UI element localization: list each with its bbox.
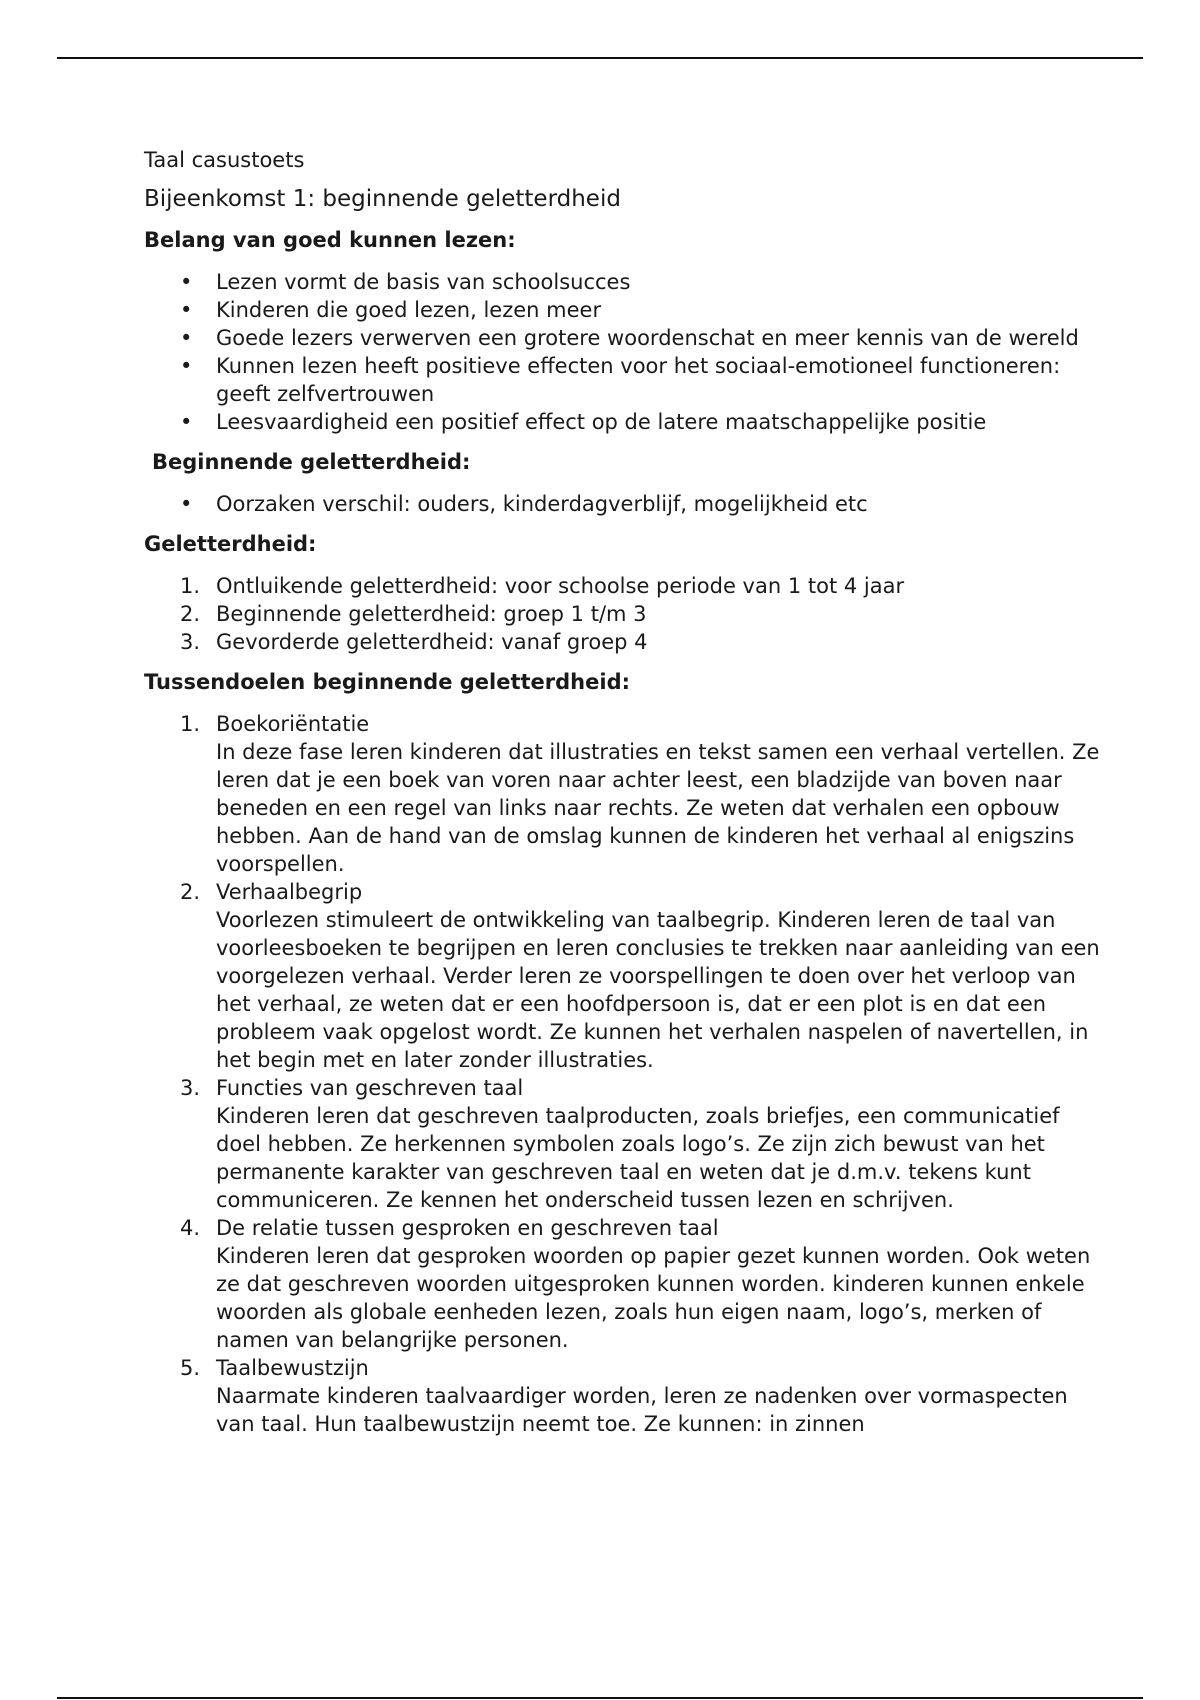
list-number: 1. xyxy=(180,712,201,736)
page-content xyxy=(144,146,1104,1438)
list-number: 1. xyxy=(180,574,201,598)
list-number: 5. xyxy=(180,1356,201,1380)
footer-rule xyxy=(57,1697,1143,1699)
list-item-title: De relatie tussen gesproken en geschreven taal xyxy=(216,1216,719,1240)
list-item-title: Verhaalbegrip xyxy=(216,880,363,904)
heading-beginnende: Beginnende geletterdheid: xyxy=(152,450,471,474)
list-item: • Goede lezers verwerven een grotere woordenschat en meer kennis van de wereld xyxy=(144,324,1104,352)
heading-belang: Belang van goed kunnen lezen: xyxy=(144,228,516,252)
list-item-title: Boekoriëntatie xyxy=(216,712,370,736)
list-item xyxy=(144,572,1104,600)
list-geletterdheid xyxy=(144,572,1104,656)
header-rule xyxy=(57,57,1143,59)
list-item xyxy=(144,1074,1104,1214)
list-number: 3. xyxy=(180,630,201,654)
list-item: • Lezen vormt de basis van schoolsucces xyxy=(144,268,1104,296)
list-item: • Leesvaardigheid een positief effect op de latere maatschappelijke positie xyxy=(144,408,1104,436)
list-item xyxy=(144,1354,1104,1438)
list-item-title: Functies van geschreven taal xyxy=(216,1076,524,1100)
list-number: 2. xyxy=(180,602,201,626)
list-item xyxy=(144,710,1104,878)
list-number: 3. xyxy=(180,1076,201,1100)
list-belang xyxy=(144,268,1104,436)
list-item-body: Naarmate kinderen taalvaardiger worden, leren ze nadenken over vormaspecten van taal. Hun taalbewustzijn neemt toe. Ze kunnen: in zinnen xyxy=(216,1384,1068,1436)
list-item-title: Taalbewustzijn xyxy=(216,1356,369,1380)
list-item-body: Voorlezen stimuleert de ontwikkeling van taalbegrip. Kinderen leren de taal van voorleesboeken te begrijpen en leren conclusies te trekken naar aanleiding van een voorgelezen verhaal. Verder leren ze voorspellingen te doen over het verloop van het verhaal, ze weten dat er een hoofdpersoon is, dat er een plot is en dat een probleem vaak opgelost wordt. Ze kunnen het verhalen naspelen of navertellen, in het begin met en later zonder illustraties. xyxy=(216,908,1100,1072)
document-subtitle: Bijeenkomst 1: beginnende geletterdheid xyxy=(144,186,621,212)
list-item: • Oorzaken verschil: ouders, kinderdagverblijf, mogelijkheid etc xyxy=(144,490,1104,518)
list-item-body: In deze fase leren kinderen dat illustraties en tekst samen een verhaal vertellen. Ze leren dat je een boek van voren naar achter leest, een bladzijde van boven naar beneden en een regel van links naar rechts. Ze weten dat verhalen een opbouw hebben. Aan de hand van de omslag kunnen de kinderen het verhaal al enigszins voorspellen. xyxy=(216,740,1100,876)
list-number: 4. xyxy=(180,1216,201,1240)
list-beginnende xyxy=(144,490,1104,518)
heading-tussendoelen: Tussendoelen beginnende geletterdheid: xyxy=(144,670,630,694)
list-item: • Kinderen die goed lezen, lezen meer xyxy=(144,296,1104,324)
list-tussendoelen xyxy=(144,710,1104,1438)
list-item-text: Gevorderde geletterdheid: vanaf groep 4 xyxy=(216,630,648,654)
list-item-text: Ontluikende geletterdheid: voor schoolse periode van 1 tot 4 jaar xyxy=(216,574,905,598)
list-item-body: Kinderen leren dat geschreven taalproducten, zoals briefjes, een communicatief doel hebben. Ze herkennen symbolen zoals logo’s. Ze zijn zich bewust van het permanente karakter van geschreven taal en weten dat je d.m.v. tekens kunt communiceren. Ze kennen het onderscheid tussen lezen en schrijven. xyxy=(216,1104,1060,1212)
list-item xyxy=(144,1214,1104,1354)
list-item xyxy=(144,878,1104,1074)
list-item: • Kunnen lezen heeft positieve effecten voor het sociaal-emotioneel functioneren: geeft zelfvertrouwen xyxy=(144,352,1104,408)
list-item-body: Kinderen leren dat gesproken woorden op papier gezet kunnen worden. Ook weten ze dat geschreven woorden uitgesproken kunnen worden. kinderen kunnen enkele woorden als globale eenheden lezen, zoals hun eigen naam, logo’s, merken of namen van belangrijke personen. xyxy=(216,1244,1091,1352)
list-item xyxy=(144,628,1104,656)
heading-geletterdheid: Geletterdheid: xyxy=(144,532,317,556)
list-item-text: Beginnende geletterdheid: groep 1 t/m 3 xyxy=(216,602,647,626)
list-item xyxy=(144,600,1104,628)
document-title: Taal casustoets xyxy=(144,148,305,172)
list-number: 2. xyxy=(180,880,201,904)
